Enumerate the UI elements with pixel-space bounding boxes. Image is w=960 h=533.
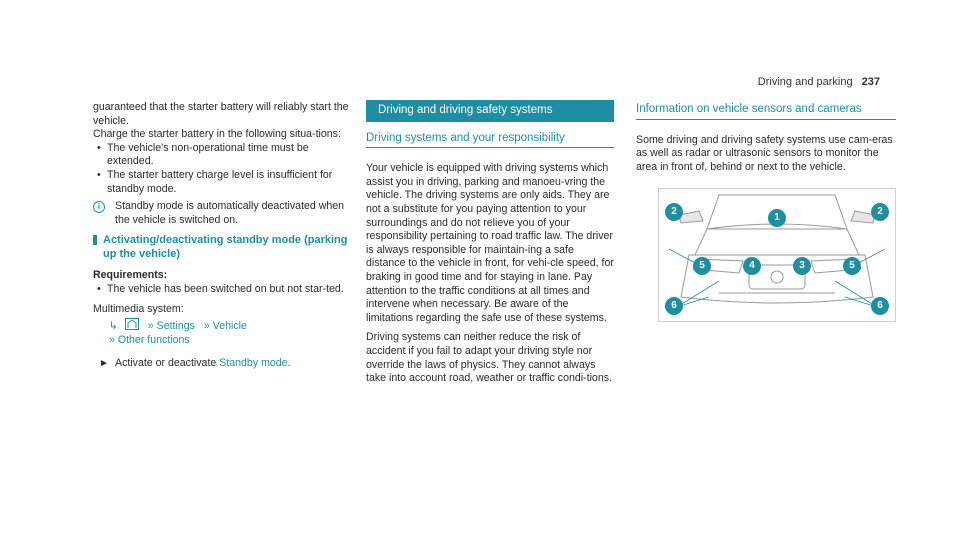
callout-5-left: 5 (693, 257, 711, 275)
multimedia-label: Multimedia system: (93, 302, 184, 315)
callout-1: 1 (768, 209, 786, 227)
path-other-functions[interactable]: Other functions (117, 333, 190, 346)
callout-2-left: 2 (665, 203, 683, 221)
callout-6-right: 6 (871, 297, 889, 315)
column-right (636, 101, 896, 322)
note (93, 200, 353, 227)
requirements-list (93, 283, 353, 297)
section-band: Driving and driving safety systems (366, 100, 614, 122)
list-item: • The vehicle's non-operational time must be extended. (93, 142, 353, 169)
charge-list (93, 142, 353, 196)
action-text: Activate or deactivate (115, 357, 217, 370)
column-left (93, 101, 353, 371)
subheading-bar (93, 235, 97, 245)
note-text: Standby mode is automatically deactivated when the vehicle is switched on. (115, 200, 345, 226)
callout-2-right: 2 (871, 203, 889, 221)
chevron-right-icon: » (147, 320, 154, 333)
path-vehicle[interactable]: Vehicle (212, 320, 247, 333)
standby-mode-link[interactable]: Standby mode (219, 357, 288, 370)
info-icon: i (93, 201, 105, 213)
charge-text: Charge the starter battery in the following situa-tions: (93, 128, 341, 141)
home-icon[interactable] (125, 318, 139, 330)
list-item: • The starter battery charge level is insufficient for standby mode. (93, 169, 353, 196)
chevron-right-icon: » (109, 333, 115, 346)
action-step (93, 357, 353, 371)
callout-5-right: 5 (843, 257, 861, 275)
list-item: • The vehicle has been switched on but not star-ted. (93, 283, 353, 297)
column-middle (366, 101, 614, 386)
page-number: 237 (861, 76, 880, 88)
intro-text: guaranteed that the starter battery will reliably start the vehicle. (93, 101, 349, 127)
section-heading: Information on vehicle sensors and cameras (636, 103, 896, 120)
requirements-label: Requirements: (93, 269, 168, 282)
paragraph: Your vehicle is equipped with driving systems which assist you in driving, parking and manoeu-vring the vehicle. The driving systems are only aids. They are not a substitute for you paying attention to your surroundings and do not relieve you of your responsibility pertaining to road traffic law. The driver is always responsible for maintain-ing a safe distance to the vehicle in front, for vehi-cle speed, for braking in good time and for staying in lane. Pay attention to the traffic conditions at all times and intervene when necessary. Be aware of the limitations regarding the safe use of these systems. (366, 162, 614, 324)
paragraph: Some driving and driving safety systems use cam-eras as well as radar or ultrasonic sensors to monitor the area in front of, behind or next to the vehicle. (636, 133, 893, 173)
callout-3: 3 (793, 257, 811, 275)
action-triangle-icon: ► (99, 358, 109, 370)
page-header (758, 76, 880, 88)
action-suffix: . (287, 357, 291, 370)
menu-arrow-icon: ↳ (109, 320, 118, 333)
section-heading: Driving systems and your responsibility (366, 132, 614, 149)
subheading-text: Activating/deactivating standby mode (parking up the vehicle) (103, 234, 348, 261)
section-title: Driving and parking (757, 76, 853, 88)
callout-6-left: 6 (665, 297, 683, 315)
paragraph: Driving systems can neither reduce the risk of accident if you fail to adapt your driving style nor override the laws of physics. They cannot always take into account road, weather or traffic condi-tions. (366, 331, 612, 385)
vehicle-sensors-illustration (658, 188, 896, 322)
menu-path (93, 318, 353, 347)
chevron-right-icon: » (203, 320, 210, 333)
callout-4: 4 (743, 257, 761, 275)
path-settings[interactable]: Settings (156, 320, 195, 333)
subheading (93, 233, 353, 261)
